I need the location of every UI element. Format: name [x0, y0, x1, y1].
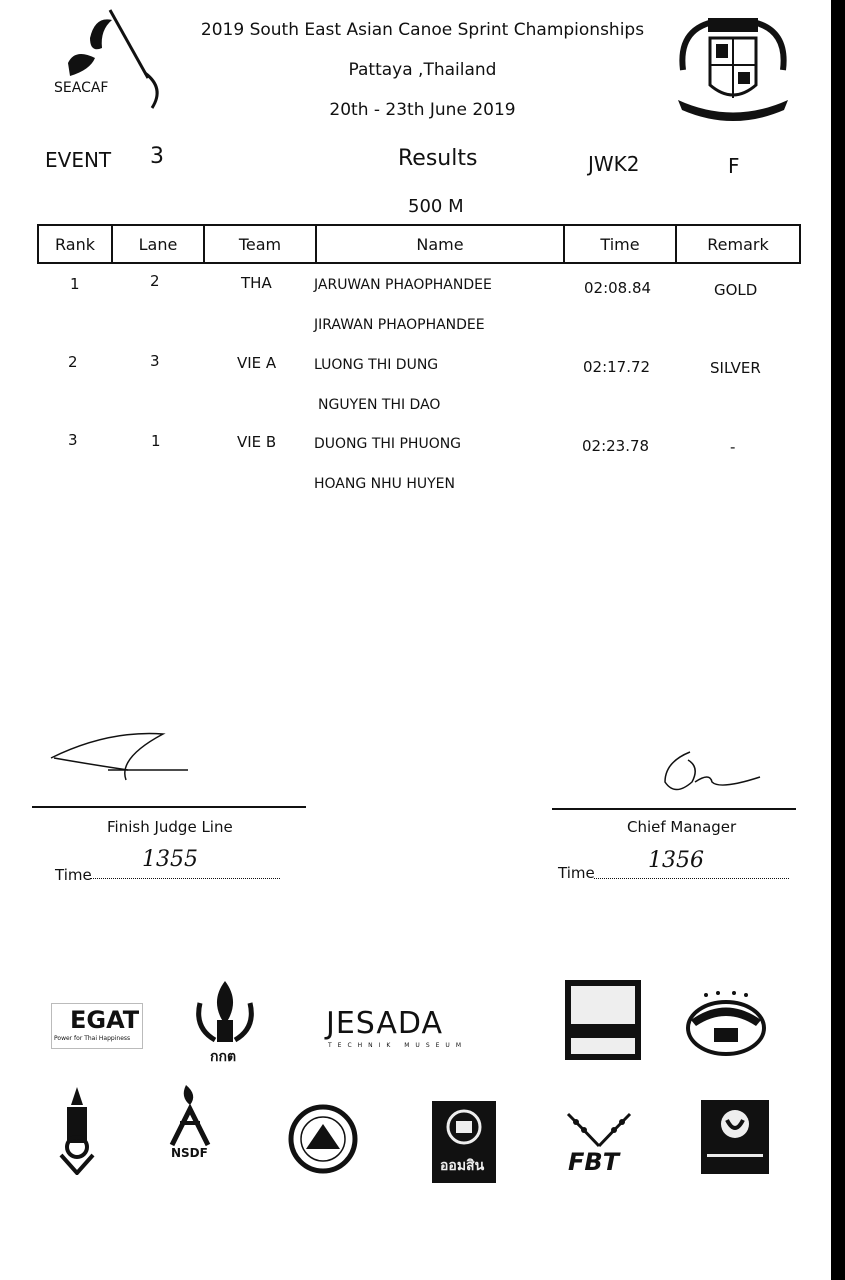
event-number: 3: [150, 144, 164, 169]
row-1-remark: GOLD: [714, 281, 758, 299]
row-3-rank: 3: [68, 431, 78, 449]
kkt-text: กกต: [210, 1049, 237, 1065]
prakanchivit-panel: [571, 986, 635, 1054]
row-2-name-2: NGUYEN THI DAO: [318, 397, 441, 413]
thai-bank-logo: [701, 1100, 769, 1174]
org-name: SEACAF: [54, 80, 109, 96]
jesada-logo: [326, 1006, 466, 1052]
event-distance: 500 M: [408, 196, 464, 217]
finish-judge-line: [32, 806, 306, 808]
row-3-name-1: DUONG THI PHUONG: [314, 436, 462, 452]
aomsin-logo: [432, 1101, 496, 1183]
row-1-team: THA: [241, 274, 272, 292]
championship-location: Pattaya ,Thailand: [348, 60, 497, 80]
row-2-name-1: LUONG THI DUNG: [314, 357, 439, 373]
chief-manager-line: [552, 808, 796, 810]
row-3-team: VIE B: [237, 433, 277, 451]
prakanchivit-logo: [565, 980, 641, 1060]
event-label: EVENT: [45, 148, 112, 172]
egat-wordmark: EGAT: [70, 1006, 140, 1034]
chief-manager-time-value: 1356: [648, 848, 704, 873]
col-remark: Remark: [676, 225, 800, 263]
row-1-rank: 1: [70, 275, 80, 293]
col-time: Time: [564, 225, 676, 263]
fbt-logo: [564, 1110, 634, 1180]
event-class: JWK2: [588, 152, 640, 176]
fbt-text: FBT: [568, 1148, 620, 1176]
row-2-lane: 3: [150, 352, 160, 370]
jesada-wordmark: JESADA: [326, 1006, 444, 1041]
jesada-subtitle: TECHNIK MUSEUM: [328, 1042, 467, 1049]
tourism-ministry-seal: [288, 1104, 358, 1174]
row-3-lane: 1: [151, 432, 161, 450]
row-2-remark: SILVER: [710, 359, 761, 377]
thai-association-seal: [668, 10, 798, 125]
col-lane: Lane: [112, 225, 204, 263]
row-2-rank: 2: [68, 353, 78, 371]
prakanchivit-band: [571, 1024, 635, 1038]
results-table-header: [37, 224, 801, 264]
finish-judge-label: Finish Judge Line: [107, 818, 233, 836]
egat-logo: [51, 1003, 143, 1049]
finish-judge-time-value: 1355: [142, 847, 198, 872]
row-3-remark: -: [730, 438, 736, 456]
aomsin-text: ออมสิน: [440, 1158, 485, 1174]
col-name: Name: [316, 225, 564, 263]
chief-manager-label: Chief Manager: [627, 818, 737, 836]
results-heading: Results: [398, 146, 478, 171]
thai-bank-bar: [707, 1154, 763, 1157]
row-2-team: VIE A: [237, 354, 277, 372]
nsdf-logo: [160, 1083, 220, 1178]
col-rank: Rank: [38, 225, 112, 263]
finish-judge-signature: [48, 728, 193, 788]
chief-manager-time-label: Time: [558, 864, 595, 882]
row-1-name-1: JARUWAN PHAOPHANDEE: [314, 277, 492, 293]
thai-farm-logo: [686, 990, 766, 1060]
row-2-time: 02:17.72: [583, 358, 651, 376]
event-stage: F: [728, 154, 740, 178]
kkt-emblem: [190, 978, 260, 1068]
scan-edge-right: [831, 0, 845, 1280]
col-team: Team: [204, 225, 316, 263]
finish-judge-time-label: Time: [55, 866, 92, 884]
egat-tagline: Power for Thai Happiness: [54, 1035, 131, 1042]
row-1-lane: 2: [150, 272, 160, 290]
row-1-time: 02:08.84: [584, 279, 652, 297]
championship-title: 2019 South East Asian Canoe Sprint Championships: [200, 20, 645, 40]
navy-emblem: [57, 1085, 97, 1175]
chief-manager-signature: [650, 742, 770, 802]
nsdf-text: NSDF: [171, 1146, 208, 1160]
row-3-time: 02:23.78: [582, 437, 650, 455]
row-1-name-2: JIRAWAN PHAOPHANDEE: [314, 317, 485, 333]
championship-dates: 20th - 23th June 2019: [329, 100, 516, 120]
row-3-name-2: HOANG NHU HUYEN: [314, 476, 455, 492]
